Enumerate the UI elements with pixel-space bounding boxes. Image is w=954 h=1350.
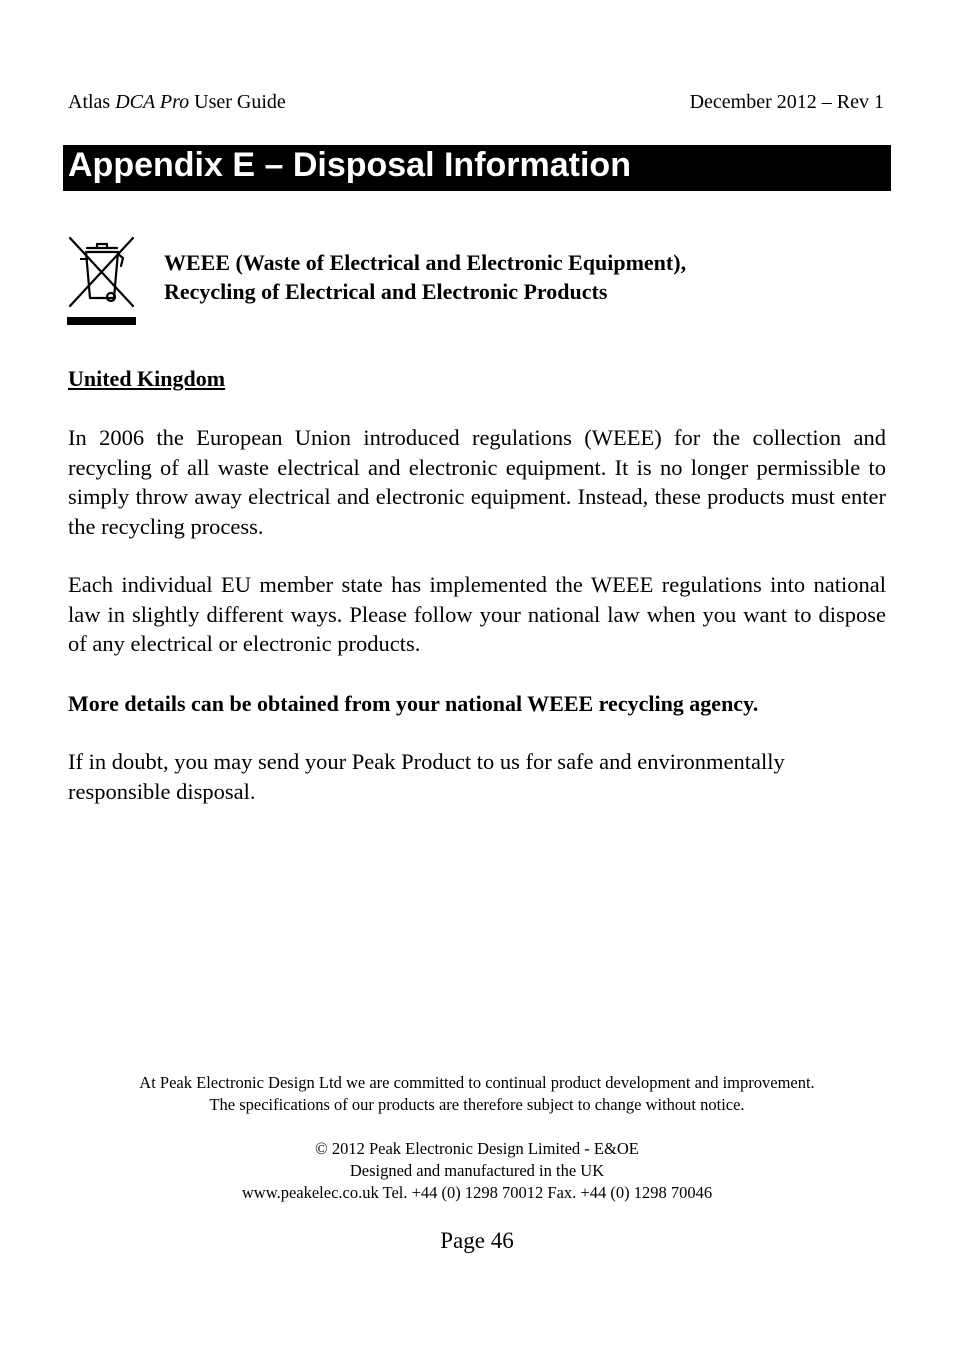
document-title-suffix: User Guide [189,91,286,113]
footer-notice [0,1072,954,1116]
paragraph-weee-introduction: In 2006 the European Union introduced regulations (WEEE) for the collection and recycling of all waste electrical and electronic equipment. It is no longer permissible to simply throw away electrical and electronic equipment. Instead, these products must enter the recycling process. [68,425,886,539]
appendix-title: Appendix E – Disposal Information [68,146,631,184]
paragraph-national-law: Each individual EU member state has implemented the WEEE regulations into national law in slightly different ways. Please follow your national law when you want to dispose of any electrical or electronic products. [68,572,886,656]
document-title [68,90,286,114]
footer-contact [0,1138,954,1204]
weee-heading [164,248,864,306]
footer-contact-details: www.peakelec.co.uk Tel. +44 (0) 1298 70012 Fax. +44 (0) 1298 70046 [241,1183,713,1202]
footer-copyright: © 2012 Peak Electronic Design Limited - E&OE [315,1139,639,1158]
crossed-out-wheelie-bin-icon [67,236,136,325]
appendix-title-bar [63,145,891,191]
footer-line-1: At Peak Electronic Design Ltd we are committed to continual product development and improvement. [139,1073,815,1092]
page-number: Page 46 [440,1228,514,1253]
product-name: DCA Pro [115,91,190,113]
footer-line-2: The specifications of our products are therefore subject to change without notice. [209,1095,745,1114]
paragraph-return-to-peak: If in doubt, you may send your Peak Product to us for safe and environmentally responsible disposal. [68,749,785,804]
paragraph-recycling-agency: More details can be obtained from your national WEEE recycling agency. [68,691,759,716]
footer-manufacture: Designed and manufactured in the UK [349,1161,605,1180]
weee-heading-line-1: WEEE (Waste of Electrical and Electronic Equipment), [164,250,687,275]
document-date-revision: December 2012 – Rev 1 [689,91,884,113]
weee-heading-line-2: Recycling of Electrical and Electronic Products [164,279,608,304]
section-heading-united-kingdom: United Kingdom [68,366,226,391]
document-title-prefix: Atlas [68,91,116,113]
